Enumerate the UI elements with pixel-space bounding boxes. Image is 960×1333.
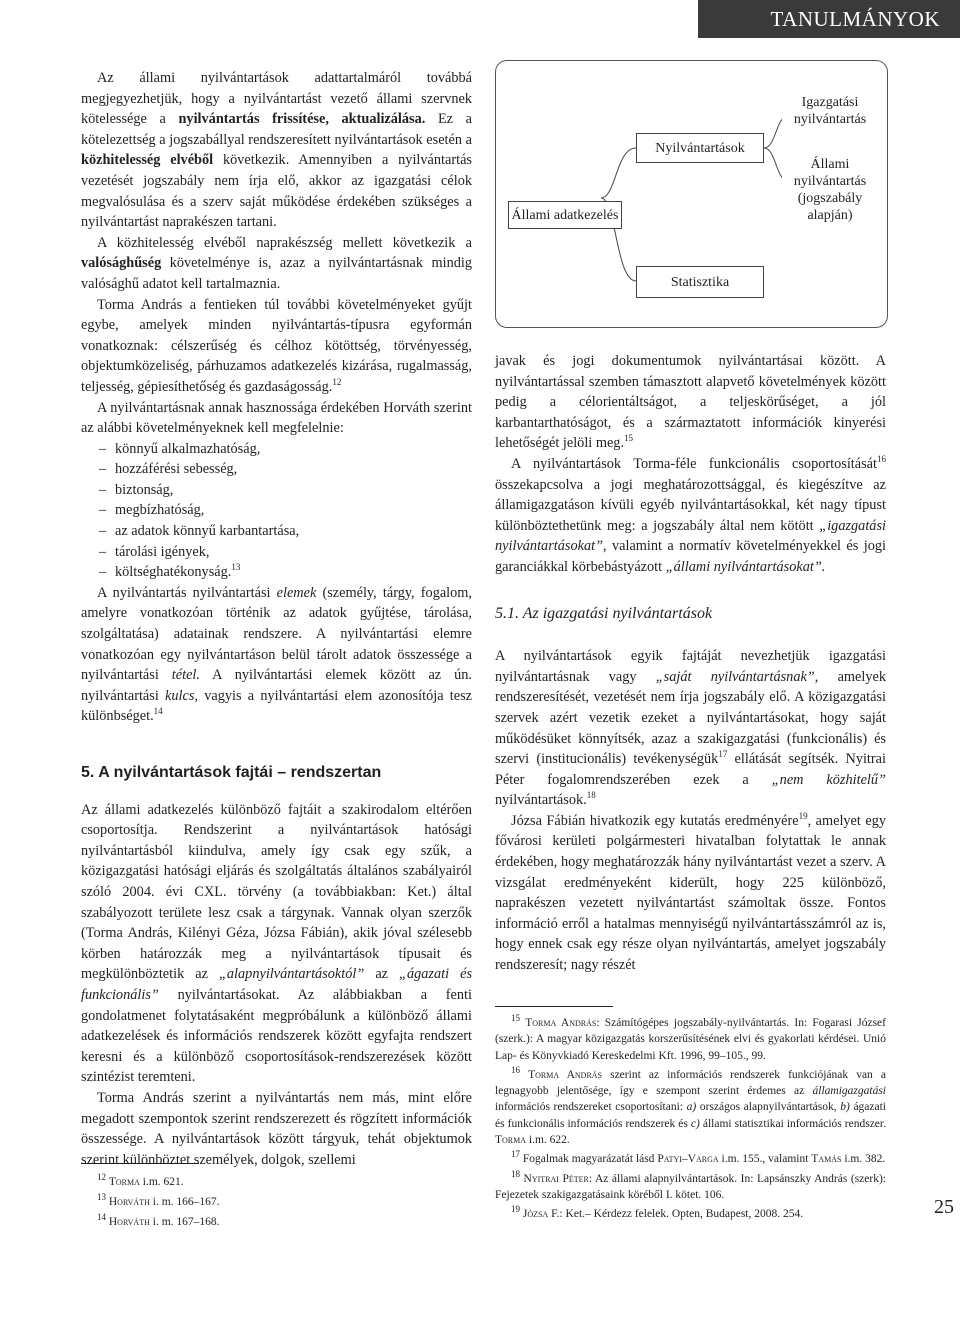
- list-item: – hozzáférési sebesség,: [99, 459, 472, 480]
- paragraph: A nyilvántartás nyilvántartási elemek (személy, tárgy, fogalom, amelyre vonatkozóan történik az adatok gyűjtése, tárolása, szolgáltatása) adatainak rendszere. A nyilvántartási elemre vonatkozóan egy nyilvántartáson belül tárolt adatok összessége a nyilvántartási tétel. A nyilvántartási elemek között az ún. nyilvántartási kulcs, vagyis a nyilvántartási elem azonosítója tesz különbséget.$^{14}$: [81, 584, 472, 725]
- footnotes-right: [495, 1006, 886, 1226]
- paragraph: Józsa Fábián hivatkozik egy kutatás eredményére$^{19}$, amelyet egy fővárosi kerületi polgármesteri hivatalban folytattak le annak érdekében, hogy meghatározzák hány nyilvántartást vezet a szerv. A vizsgálat eredményeként kiderült, hogy 225 különböző, naprakészen vezetett nyilvántartást számoltak össze. Fontos információ erről a hatalmas mennyiségű nyilvántartásszámról az is, hogy ennek csak egy része olyan nyilvántartás, amelyet jogszabály rendszeresít; nagy részét: [495, 811, 886, 974]
- footnote: $^{19}$ Józsa F.: Ket.– Kérdezz felelek. Opten, Budapest, 2008. 254.: [511, 1204, 804, 1221]
- footnote: $^{13}$ Horváth i. m. 166–167.: [97, 1192, 220, 1208]
- paragraph: Az állami adatkezelés különböző fajtáit a szakirodalom eltérően csoportosítja. Rendszerint a nyilvántartások hatósági nyilvántartásból kiindulva, amely így csak egy szűk, a közigazgatási hatósági eljárás és szolgáltatás általános szabályairól szóló 2004. évi CXL. törvény (a továbbiakban: Ket.) által szabályozott területe lesz csak a tárgynak. Vannak olyan szerzők (Torma András, Kilényi Géza, Józsa Fábián), akik jóval szélesebb körben határozzák meg a nyilvántartások típusait és megkülönböztetik az „alapnyilvántartásoktól” az „ágazati és funkcionális” nyilvántartásokat. Az alábbiakban a fenti gondolatmenet folytatásaként megpróbálunk a különböző állami adatkezelések és információs rendszerek között egyfajta rendszert keresni és a különböző csoportosítások-rendszerezések között szintézist teremteni.: [81, 801, 473, 1086]
- section-title: TANULMÁNYOK: [770, 7, 940, 31]
- root-node: Állami adatkezelés: [508, 201, 622, 229]
- node-allami: Állami nyilvántartás (jogszabály alapján): [782, 155, 878, 225]
- paragraph: A közhitelesség elvéből naprakészség mellett következik a valósághűség követelménye is, azaz a nyilvántartásnak mindig valósághű adatot kell tartalmaznia.: [81, 234, 472, 292]
- paragraph: Torma András a fentieken túl további követelményeket gyűjt egybe, amelyek minden nyilvántartás-típusra egyformán vonatkoznak: célszerűség és célhoz kötöttség, törvényesség, objektumközeliség, párhuzamos adatkezelés kizárása, rugalmasság, teljesség, gépiesíthetőség és gazdaságosság.$^{12}$: [81, 296, 472, 395]
- node-statisztika: Statisztika: [636, 266, 764, 298]
- node-igazgatasi: Igazgatási nyilvántartás: [782, 93, 878, 129]
- footnote: $^{12}$ Torma i.m. 621.: [97, 1172, 184, 1188]
- left-column: [81, 68, 472, 1170]
- paragraph: A nyilvántartások egyik fajtáját nevezhetjük igazgatási nyilvántartásnak vagy „saját nyilvántartásnak”, amelyek rendszeresítését, vezetését nem írja jogszabály elő. A közigazgatási szervek azért vezetik ezeket a nyilvántartásokat, hogy saját működésüket könnyítsék, azaz a szakigazgatási (funkcionális) és szervi (institucionális) tevékenységük$^{17}$ ellátását segítsék. Nyitrai Péter fogalomrendszerében ezek a „nem közhitelű” nyilvántartások.$^{18}$: [495, 648, 886, 809]
- footnote-rule: [81, 1163, 199, 1164]
- paragraph: javak és jogi dokumentumok nyilvántartásai között. A nyilvántartással szemben támasztott alapvető követelmények között pedig a célorientáltságot, a teljeskörűséget, a jól karbantarthatóságot, és a származtatott információk kinyerési lehetőségét jelöli meg.$^{15}$: [495, 353, 886, 452]
- footnote: $^{16}$ Torma András szerint az információs rendszerek funkciójának van a legnagyobb jelentősége, így e szempont szerint érdemes az államigazgatási információs rendszereket csoportosítani: a) országos alapnyilvántartások, b) ágazati és funkcionális információs rendszerek és c) állami statisztikai információs rendszer. Torma i.m. 622.: [495, 1065, 887, 1147]
- paragraph: Torma András szerint a nyilvántartás nem más, mint előre megadott szempontok szerint rendszerezett és rögzített információk összessége. A nyilvántartások között tárgyuk, tehát objektumok szerint különböztet személyek, dolgok, szellemi: [81, 1089, 472, 1168]
- footnote-rule: [495, 1006, 613, 1007]
- requirements-list: [81, 439, 472, 583]
- classification-diagram: [495, 60, 888, 328]
- list-item: – könnyű alkalmazhatóság,: [99, 439, 472, 460]
- footnote: $^{14}$ Horváth i. m. 167–168.: [97, 1212, 220, 1228]
- list-item: – költséghatékonyság.$^{13}$: [99, 562, 472, 583]
- subsection-heading: 5.1. Az igazgatási nyilvántartások: [495, 604, 713, 622]
- list-item: – az adatok könnyű karbantartása,: [99, 521, 472, 542]
- list-item: – megbízhatóság,: [99, 500, 472, 521]
- paragraph: A nyilvántartások Torma-féle funkcionális csoportosítását$^{16}$ összekapcsolva a jogi meghatározottsággal, és kiegészítve az államigazgatáson kívüli egyéb nyilvántartásokkal, két nagy típust különböztethetünk meg: a jogszabály által nem kötött „igazgatási nyilvántartásokat”, valamint a normatív követelményekkel és jogi garanciákkal körbebástyázott „állami nyilvántartásokat”.: [495, 454, 886, 575]
- list-item: – biztonság,: [99, 480, 472, 501]
- right-column: [495, 351, 886, 976]
- list-item: – tárolási igények,: [99, 542, 472, 563]
- paragraph: A nyilvántartásnak annak hasznossága érdekében Horváth szerint az alábbi követelményeknek kell megfelelnie:: [81, 399, 472, 437]
- footnote: $^{18}$ Nyitrai Péter: Az állami alapnyilvántartások. In: Lapsánszky András (szerk): Fejezetek szakigazgatásaink köréből I. kötet. 106.: [495, 1168, 886, 1201]
- node-nyilvantartasok: Nyilvántartások: [636, 133, 764, 163]
- footnotes-left: [81, 1163, 472, 1232]
- paragraph: Az állami nyilvántartások adattartalmáról továbbá megjegyezhetjük, hogy a nyilvántartást vezető állami szervnek kötelessége a nyilvántartás frissítése, aktualizálása. Ez a kötelezettség a jogszabállyal rendszeresített nyilvántartások esetén a közhitelesség elvéből következik. Amennyiben a nyilvántartás vezetését jogszabály nem írja elő, akkor az igazgatási célok megvalósulása és a szerv saját működése érdekében szükséges a nyilvántartást naprakészen tartani.: [81, 70, 472, 231]
- page-number: 25: [934, 1196, 954, 1218]
- header-bar: [698, 0, 960, 38]
- footnote: $^{15}$ Torma András: Számítógépes jogszabály-nyilvántartás. In: Fogarasi József (szerk.): A magyar közigazgatás korszerűsítésének elvi és gyakorlati kérdései. Unió Lap- és Könyvkiadó Kereskedelmi Kft. 1996, 99–105., 99.: [495, 1013, 886, 1062]
- footnote: $^{17}$ Fogalmak magyarázatát lásd Patyi–Varga i.m. 155., valamint Tamás i.m. 382.: [511, 1149, 886, 1166]
- section-heading: 5. A nyilvántartások fajtái – rendszertan: [81, 764, 382, 781]
